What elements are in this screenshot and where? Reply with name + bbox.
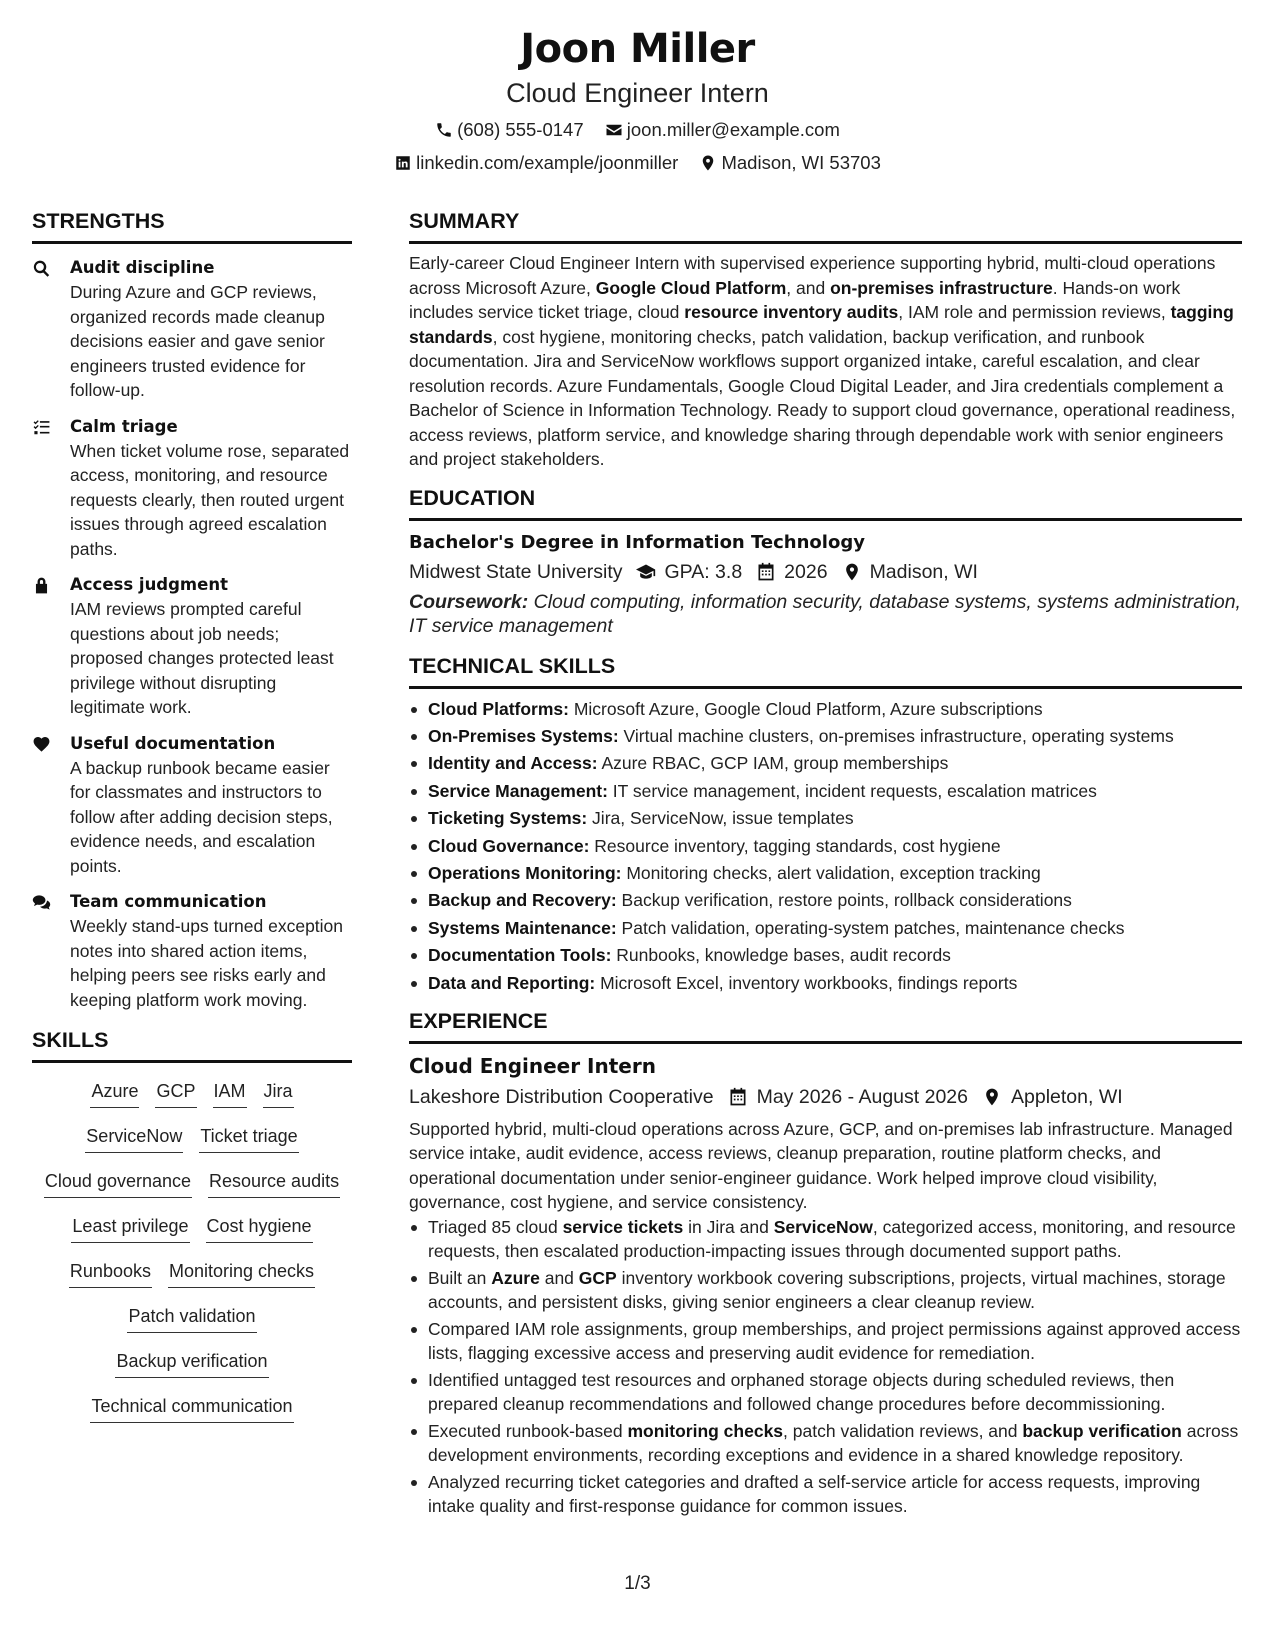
strength-desc: During Azure and GCP reviews, organized records made cleanup decisions easier and gave senior engineers trusted evidence for follow-up. [70,282,325,400]
bullet-bold: backup verification [1022,1420,1182,1441]
bullet-bold: service tickets [562,1216,684,1237]
skill-tag-row [32,1386,352,1431]
strength-desc: IAM reviews prompted careful questions about job needs; proposed changes protected least privilege without disrupting legitimate work. [70,599,334,717]
checklist-icon [32,418,51,437]
map-pin-icon [982,1087,1002,1107]
coursework [409,590,1242,638]
strength-item [32,889,352,1012]
skill-label: Ticketing Systems: [428,808,588,829]
skill-tag-row [32,1071,352,1116]
summary-bold: resource inventory audits [684,302,899,322]
summary-bold: Google Cloud Platform [595,277,787,298]
envelope-icon [605,121,623,139]
summary-bold: on-premises infrastructure [830,277,1053,298]
skill-tag: Azure [90,1079,139,1108]
bullet-bold: ServiceNow [773,1216,873,1237]
map-pin-icon [842,562,862,582]
skill-label: Cloud Governance: [428,835,590,856]
contact-line-1 [0,118,1275,145]
phone-contact [435,118,584,142]
job-bullets [409,1215,1242,1519]
job-meta [409,1083,1242,1111]
job-dates: May 2026 - August 2026 [756,1085,968,1108]
summary-part: , IAM role and permission reviews, [898,302,1171,322]
school-location: Madison, WI [869,560,978,583]
strength-title: Calm triage [70,416,178,436]
list-item [409,970,1242,997]
technical-skills-list [409,696,1242,997]
page-number: 1/3 [624,1573,651,1594]
contact-line-2 [0,151,1275,178]
email-text[interactable]: joon.miller@example.com [626,119,840,140]
bullet-part: inventory workbook covering subscriptions, projects, virtual machines, storage accounts, and persistent disks, giving senior engineers a clear cleanup review. [428,1267,1226,1313]
skill-tag-row [32,1251,352,1296]
education-title: EDUCATION [409,484,1242,521]
chat-bubbles-icon [32,893,51,912]
job-location: Appleton, WI [1011,1085,1123,1108]
strength-desc: When ticket volume rose, separated access, monitoring, and resource requests clearly, then routed urgent issues through agreed escalation paths. [70,440,350,559]
left-column [32,207,352,1431]
skill-tag: Patch validation [127,1304,256,1333]
list-item [409,1419,1242,1468]
strengths-title: STRENGTHS [32,207,352,244]
skills-tags [32,1071,352,1431]
graduation-year: 2026 [784,560,828,583]
summary-bold: tagging standards [409,302,1234,347]
skill-label: Service Management: [428,780,608,801]
list-item [409,833,1242,860]
heart-icon [32,735,51,754]
skill-value: Backup verification, restore points, rollback considerations [616,890,1072,911]
candidate-name: Joon Miller [520,26,755,72]
coursework-label: Coursework: [409,590,529,613]
summary-title: SUMMARY [409,207,1242,244]
list-item [409,1266,1242,1315]
summary-text [409,251,1242,472]
search-icon [32,259,51,278]
strength-item [32,255,352,403]
lock-icon [32,576,51,595]
bullet-part: Analyzed recurring ticket categories and drafted a self-service article for access requests, improving intake quality and first-response guidance for common issues. [428,1471,1201,1517]
skill-value: Virtual machine clusters, on-premises infrastructure, operating systems [618,725,1174,746]
skill-label: Documentation Tools: [428,945,612,966]
list-item [409,915,1242,942]
skill-tag: Monitoring checks [168,1259,315,1288]
skill-tag: Resource audits [208,1169,340,1198]
skill-label: On-Premises Systems: [428,725,619,746]
skill-label: Operations Monitoring: [428,862,622,883]
list-item [409,1368,1242,1417]
bullet-part: Compared IAM role assignments, group memberships, and project permissions against approved access lists, flagging excessive access and preserving audit evidence for remediation. [428,1318,1241,1364]
skill-label: Identity and Access: [428,753,598,774]
skill-tag: IAM [213,1079,247,1108]
location-contact [699,151,880,175]
list-item [409,1215,1242,1264]
job-title: Cloud Engineer Intern [409,1053,656,1078]
technical-skills-title: TECHNICAL SKILLS [409,652,1242,689]
coursework-text: Cloud computing, information security, database systems, systems administration, IT service management [409,590,1241,637]
strength-title: Access judgment [70,575,228,594]
skill-label: Data and Reporting: [428,972,596,993]
list-item [409,887,1242,914]
skill-value: Jira, ServiceNow, issue templates [587,808,854,829]
degree-name: Bachelor's Degree in Information Technology [409,531,865,553]
list-item [409,1317,1242,1366]
skill-tag: Runbooks [69,1259,152,1288]
skill-tag-row [32,1116,352,1161]
bullet-bold: Azure [491,1267,540,1288]
linkedin-contact[interactable] [394,151,678,175]
list-item [409,696,1242,723]
list-item [409,805,1242,832]
skill-value: Patch validation, operating-system patches, maintenance checks [616,917,1125,938]
bullet-bold: GCP [578,1267,617,1288]
skill-tag-row [32,1296,352,1341]
skill-label: Systems Maintenance: [428,917,617,938]
candidate-role: Cloud Engineer Intern [506,78,769,108]
skill-tag: Ticket triage [199,1124,298,1153]
skill-value: Runbooks, knowledge bases, audit records [611,945,951,966]
skill-value: IT service management, incident requests, escalation matrices [607,780,1097,801]
skill-tag: Cost hygiene [206,1214,313,1243]
skill-label: Backup and Recovery: [428,890,617,911]
skill-value: Resource inventory, tagging standards, cost hygiene [589,835,1001,856]
location-text: Madison, WI 53703 [721,152,881,173]
skill-value: Monitoring checks, alert validation, exception tracking [621,862,1041,883]
skill-tag: Least privilege [71,1214,189,1243]
gpa: GPA: 3.8 [664,560,743,583]
skill-label: Cloud Platforms: [428,698,569,719]
email-contact[interactable] [605,118,840,142]
strength-item [32,572,352,720]
list-item [409,723,1242,750]
calendar-icon [756,562,776,582]
strength-desc: A backup runbook became easier for classmates and instructors to follow after adding decision steps, evidence needs, and escalation points. [70,757,333,876]
school-name: Midwest State University [409,560,623,583]
skill-value: Azure RBAC, GCP IAM, group memberships [597,753,949,774]
summary-part: , and [786,277,831,298]
strength-item [32,414,352,562]
list-item [409,1470,1242,1519]
strengths-list [32,255,352,1012]
skill-tag-row [32,1341,352,1386]
linkedin-icon [394,154,412,172]
skill-tag: ServiceNow [85,1124,183,1153]
skill-tag: Jira [263,1079,294,1108]
summary-part: Early-career Cloud Engineer Intern with supervised experience supporting hybrid, multi-cloud operations across Microsoft Azure, [409,253,1216,298]
list-item [409,860,1242,887]
graduation-cap-icon [636,562,656,582]
map-pin-icon [699,154,717,172]
job-description: Supported hybrid, multi-cloud operations across Azure, GCP, and on-premises lab infrastructure. Managed service intake, audit evidence, access reviews, cleanup preparation, routine platform checks, and operational documentation under senior-engineer guidance. Work helped improve cloud visibility, governance, cost hygiene, and service consistency. [409,1118,1233,1213]
skills-title: SKILLS [32,1026,352,1063]
strength-title: Team communication [70,892,267,911]
right-column [409,207,1242,1521]
skill-tag: Cloud governance [44,1169,192,1198]
skill-value: Microsoft Excel, inventory workbooks, findings reports [595,972,1018,993]
list-item [409,778,1242,805]
bullet-part: in Jira and [683,1216,774,1237]
company-name: Lakeshore Distribution Cooperative [409,1085,714,1108]
bullet-part: , patch validation reviews, and [783,1420,1023,1441]
bullet-part: across development environments, recording exceptions and evidence in a shared knowledge repository. [428,1420,1239,1466]
bullet-part: Executed runbook-based [428,1420,628,1441]
list-item [409,750,1242,777]
skill-tag: Backup verification [115,1349,268,1378]
bullet-bold: monitoring checks [627,1420,784,1441]
strength-desc: Weekly stand-ups turned exception notes into shared action items, helping peers see risks early and keeping platform work moving. [70,916,344,1010]
list-item [409,942,1242,969]
bullet-part: Triaged 85 cloud [428,1216,563,1237]
strength-title: Audit discipline [70,258,215,277]
skill-tag-row [32,1206,352,1251]
phone-text: (608) 555-0147 [457,119,584,140]
linkedin-text[interactable]: linkedin.com/example/joonmiller [416,152,679,173]
summary-part: , cost hygiene, monitoring checks, patch validation, backup verification, and runbook documentation. Jira and ServiceNow workflows support organized intake, careful escalation, and clear resolution records. Azure Fundamentals, Google Cloud Digital Leader, and Jira credentials complement a Bachelor of Science in Information Technology. Ready to support cloud governance, operational readiness, access reviews, platform service, and knowledge sharing through dependable work with senior engineers and project stakeholders. [409,326,1236,469]
strength-item [32,731,352,879]
resume-header [0,22,1275,178]
skill-tag-row [32,1161,352,1206]
phone-icon [435,121,453,139]
bullet-part: Built an [428,1267,492,1288]
calendar-icon [728,1087,748,1107]
bullet-part: , categorized access, monitoring, and resource requests, then escalated production-impacting issues through documented support paths. [428,1216,1236,1262]
bullet-part: and [539,1267,579,1288]
skill-value: Microsoft Azure, Google Cloud Platform, Azure subscriptions [568,698,1043,719]
experience-title: EXPERIENCE [409,1007,1242,1044]
summary-part: . Hands-on work includes service ticket triage, cloud [409,277,1181,322]
skill-tag: GCP [155,1079,196,1108]
strength-title: Useful documentation [70,733,276,753]
skill-tag: Technical communication [90,1394,293,1423]
bullet-part: Identified untagged test resources and orphaned storage objects during scheduled reviews, then prepared cleanup recommendations and followed change procedures before decommissioning. [428,1369,1175,1415]
education-meta [409,558,1242,586]
